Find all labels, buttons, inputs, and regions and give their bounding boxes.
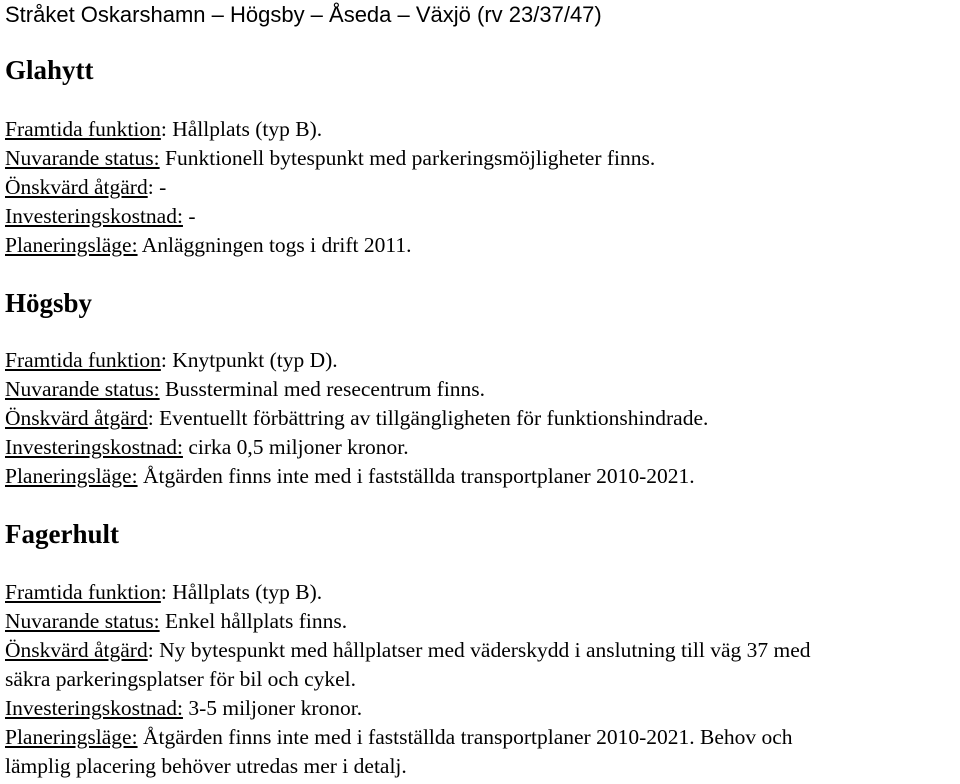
field-onskvard-atgard <box>5 404 708 433</box>
field-value: Hållplats (typ B). <box>172 117 323 141</box>
section-heading-glahytt: Glahytt <box>5 55 94 85</box>
field-value: Anläggningen togs i drift 2011. <box>141 233 412 257</box>
field-label: Önskvärd åtgärd <box>5 175 148 199</box>
field-framtida-funktion <box>5 578 322 607</box>
section-heading-hogsby: Högsby <box>5 288 93 318</box>
field-separator: : <box>147 638 160 662</box>
field-label: Framtida funktion <box>5 580 161 604</box>
field-planeringslage <box>5 231 411 260</box>
field-label: Planeringsläge: <box>5 725 138 749</box>
field-separator: : <box>147 406 160 430</box>
field-nuvarande-status <box>5 144 655 173</box>
field-nuvarande-status <box>5 607 347 636</box>
field-onskvard-atgard-continued: säkra parkeringsplatser för bil och cykel. <box>5 667 357 691</box>
field-label: Framtida funktion <box>5 117 161 141</box>
field-label: Framtida funktion <box>5 348 161 372</box>
field-onskvard-atgard <box>5 636 811 665</box>
field-label: Nuvarande status: <box>5 146 160 170</box>
field-nuvarande-status <box>5 375 485 404</box>
field-value: Åtgärden finns inte med i fastställda transportplaner 2010-2021. <box>142 464 695 488</box>
field-label: Planeringsläge: <box>5 464 138 488</box>
field-separator: : <box>147 175 160 199</box>
field-investeringskostnad <box>5 202 196 231</box>
field-label: Önskvärd åtgärd <box>5 406 148 430</box>
field-label: Nuvarande status: <box>5 377 160 401</box>
field-value: - <box>188 204 196 228</box>
field-value: Hållplats (typ B). <box>172 580 323 604</box>
field-planeringslage <box>5 462 695 491</box>
field-value: cirka 0,5 miljoner kronor. <box>188 435 409 459</box>
field-label: Önskvärd åtgärd <box>5 638 148 662</box>
field-label: Nuvarande status: <box>5 609 160 633</box>
field-separator: : <box>160 117 173 141</box>
field-label: Investeringskostnad: <box>5 696 183 720</box>
field-value: Åtgärden finns inte med i fastställda transportplaner 2010-2021. Behov och <box>142 725 793 749</box>
field-planeringslage <box>5 723 793 752</box>
field-value: 3-5 miljoner kronor. <box>188 696 363 720</box>
field-label: Investeringskostnad: <box>5 204 183 228</box>
field-onskvard-atgard <box>5 173 166 202</box>
section-heading-fagerhult: Fagerhult <box>5 519 119 549</box>
field-investeringskostnad <box>5 694 362 723</box>
field-label: Planeringsläge: <box>5 233 138 257</box>
field-label: Investeringskostnad: <box>5 435 183 459</box>
field-investeringskostnad <box>5 433 409 462</box>
field-separator: : <box>160 348 173 372</box>
field-value: Eventuellt förbättring av tillgängligheten för funktionshindrade. <box>159 406 709 430</box>
field-framtida-funktion <box>5 346 338 375</box>
field-value: Ny bytespunkt med hållplatser med väderskydd i anslutning till väg 37 med <box>159 638 811 662</box>
field-separator: : <box>160 580 173 604</box>
field-planeringslage-continued: lämplig placering behöver utredas mer i detalj. <box>5 754 407 778</box>
field-value: - <box>159 175 167 199</box>
field-value: Enkel hållplats finns. <box>165 609 348 633</box>
field-value: Knytpunkt (typ D). <box>172 348 338 372</box>
route-title: Stråket Oskarshamn – Högsby – Åseda – Växjö (rv 23/37/47) <box>5 2 602 27</box>
field-framtida-funktion <box>5 115 322 144</box>
field-value: Funktionell bytespunkt med parkeringsmöjligheter finns. <box>165 146 656 170</box>
field-value: Bussterminal med resecentrum finns. <box>165 377 486 401</box>
